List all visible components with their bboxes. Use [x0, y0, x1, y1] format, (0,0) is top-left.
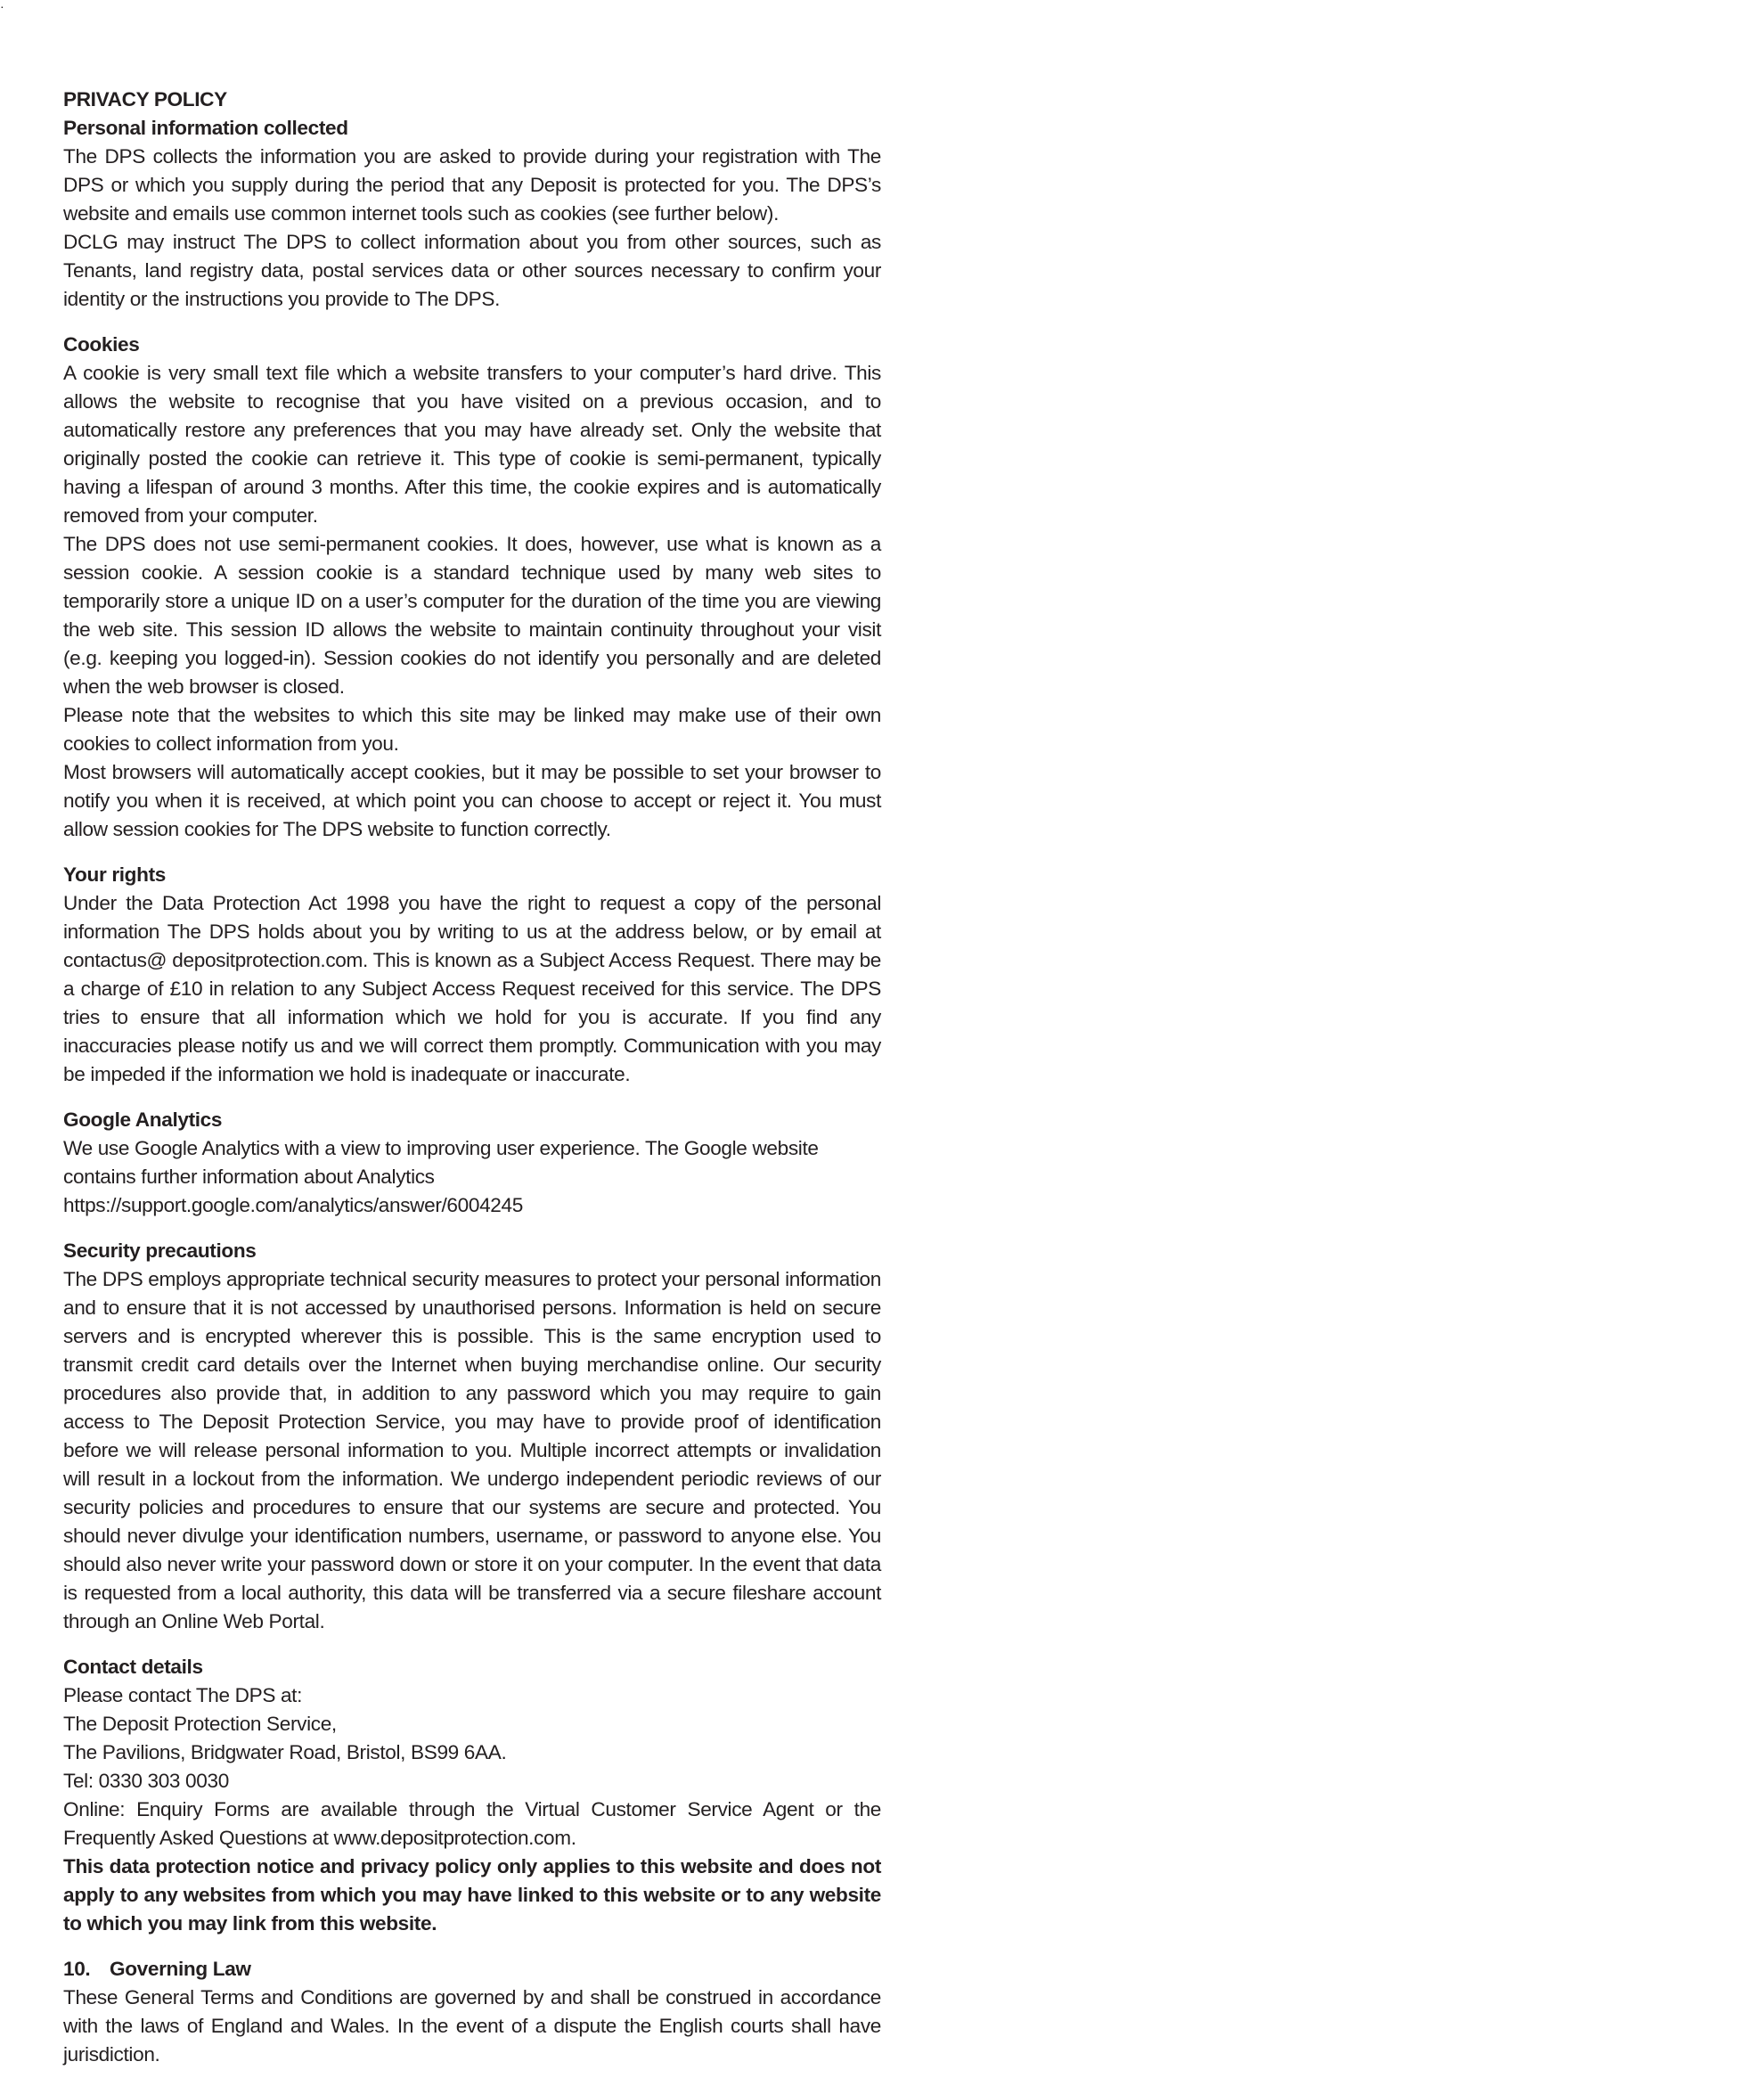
section-heading: Contact details — [63, 1656, 203, 1678]
section-heading: Google Analytics — [63, 1108, 223, 1131]
section-your-rights — [63, 861, 881, 1089]
paragraph: The DPS collects the information you are asked to provide during your registration with The DPS or which you supply during the period that any Deposit is protected for you. The DPS’s website and emails use common internet tools such as cookies (see further below). — [63, 145, 881, 225]
section-security-precautions — [63, 1237, 881, 1636]
paragraph: The DPS employs appropriate technical security measures to protect your personal information and to ensure that it is not accessed by unauthorised persons. Information is held on secure servers and is encrypted wherever this is possible. This is the same encryption used to transmit credit card details over the Internet when buying merchandise online. Our security procedures also provide that, in addition to any password which you may require to gain access to The Deposit Protection Service, you may have to provide proof of identification before we will release personal information to you. Multiple incorrect attempts or invalidation will result in a lockout from the information. We undergo independent periodic reviews of our security policies and procedures to ensure that our systems are secure and protected. You should never divulge your identification numbers, username, or password to anyone else. You should also never write your password down or store it on your computer. In the event that data is requested from a local authority, this data will be transferred via a secure fileshare account through an Online Web Portal. — [63, 1268, 881, 1632]
section-heading — [63, 1955, 881, 1984]
section-heading: Personal information collected — [63, 117, 348, 139]
document-title: PRIVACY POLICY — [63, 88, 227, 110]
section-google-analytics — [63, 1106, 881, 1220]
privacy-policy-document — [63, 86, 881, 2086]
paragraph: DCLG may instruct The DPS to collect information about you from other sources, such as Tenants, land registry data, postal services data or other sources necessary to confirm your identity or the instructions you provide to The DPS. — [63, 231, 881, 310]
section-governing-law — [63, 1955, 881, 2069]
section-heading: Security precautions — [63, 1239, 257, 1262]
paragraph: A cookie is very small text file which a website transfers to your computer’s hard drive. This allows the website to recognise that you have visited on a previous occasion, and to automatically restore any preferences that you may have already set. Only the website that originally posted the cookie can retrieve it. This type of cookie is semi-permanent, typically having a lifespan of around 3 months. After this time, the cookie expires and is automatically removed from your computer. — [63, 362, 881, 527]
contact-online: Online: Enquiry Forms are available through the Virtual Customer Service Agent or the Frequently Asked Questions at www.depositprotection.com. — [63, 1798, 881, 1849]
paragraph: Please note that the websites to which this site may be linked may make use of their own cookies to collect information from you. — [63, 704, 881, 755]
privacy-notice-scope: This data protection notice and privacy policy only applies to this website and does not apply to any websites from which you may have linked to this website or to any website to which you may link from this website. — [63, 1855, 881, 1935]
corner-mark: · — [0, 0, 4, 13]
section-personal-information — [63, 114, 881, 314]
paragraph: These General Terms and Conditions are governed by and shall be construed in accordance with the laws of England and Wales. In the event of a dispute the English courts shall have jurisdiction. — [63, 1986, 881, 2066]
section-number: 10. — [63, 1958, 91, 1980]
contact-address: The Pavilions, Bridgwater Road, Bristol, BS99 6AA. — [63, 1741, 507, 1763]
paragraph: Most browsers will automatically accept cookies, but it may be possible to set your browser to notify you when it is received, at which point you can choose to accept or reject it. You must allow session cookies for The DPS website to function correctly. — [63, 761, 881, 840]
section-contact-details — [63, 1653, 881, 1938]
contact-organisation: The Deposit Protection Service, — [63, 1713, 337, 1735]
contact-intro: Please contact The DPS at: — [63, 1684, 303, 1706]
section-heading: Cookies — [63, 333, 140, 356]
paragraph: The DPS does not use semi-permanent cookies. It does, however, use what is known as a session cookie. A session cookie is a standard technique used by many web sites to temporarily store a unique ID on a user’s computer for the duration of the time you are viewing the web site. This session ID allows the website to maintain continuity throughout your visit (e.g. keeping you logged-in). Session cookies do not identify you personally and are deleted when the web browser is closed. — [63, 533, 881, 698]
paragraph: Under the Data Protection Act 1998 you have the right to request a copy of the personal information The DPS holds about you by writing to us at the address below, or by email at contactus@ depositprotection.com. This is known as a Subject Access Request. There may be a charge of £10 in relation to any Subject Access Request received for this service. The DPS tries to ensure that all information which we hold for you is accurate. If you find any inaccuracies please notify us and we will correct them promptly. Communication with you may be impeded if the information we hold is inadequate or inaccurate. — [63, 892, 881, 1085]
contact-phone: Tel: 0330 303 0030 — [63, 1770, 229, 1792]
paragraph: We use Google Analytics with a view to improving user experience. The Google website contains further information about Analytics https://support.google.com/analytics/answer/6004245 — [63, 1137, 819, 1216]
section-title: Governing Law — [110, 1958, 251, 1980]
section-cookies — [63, 331, 881, 844]
section-heading: Your rights — [63, 863, 166, 886]
